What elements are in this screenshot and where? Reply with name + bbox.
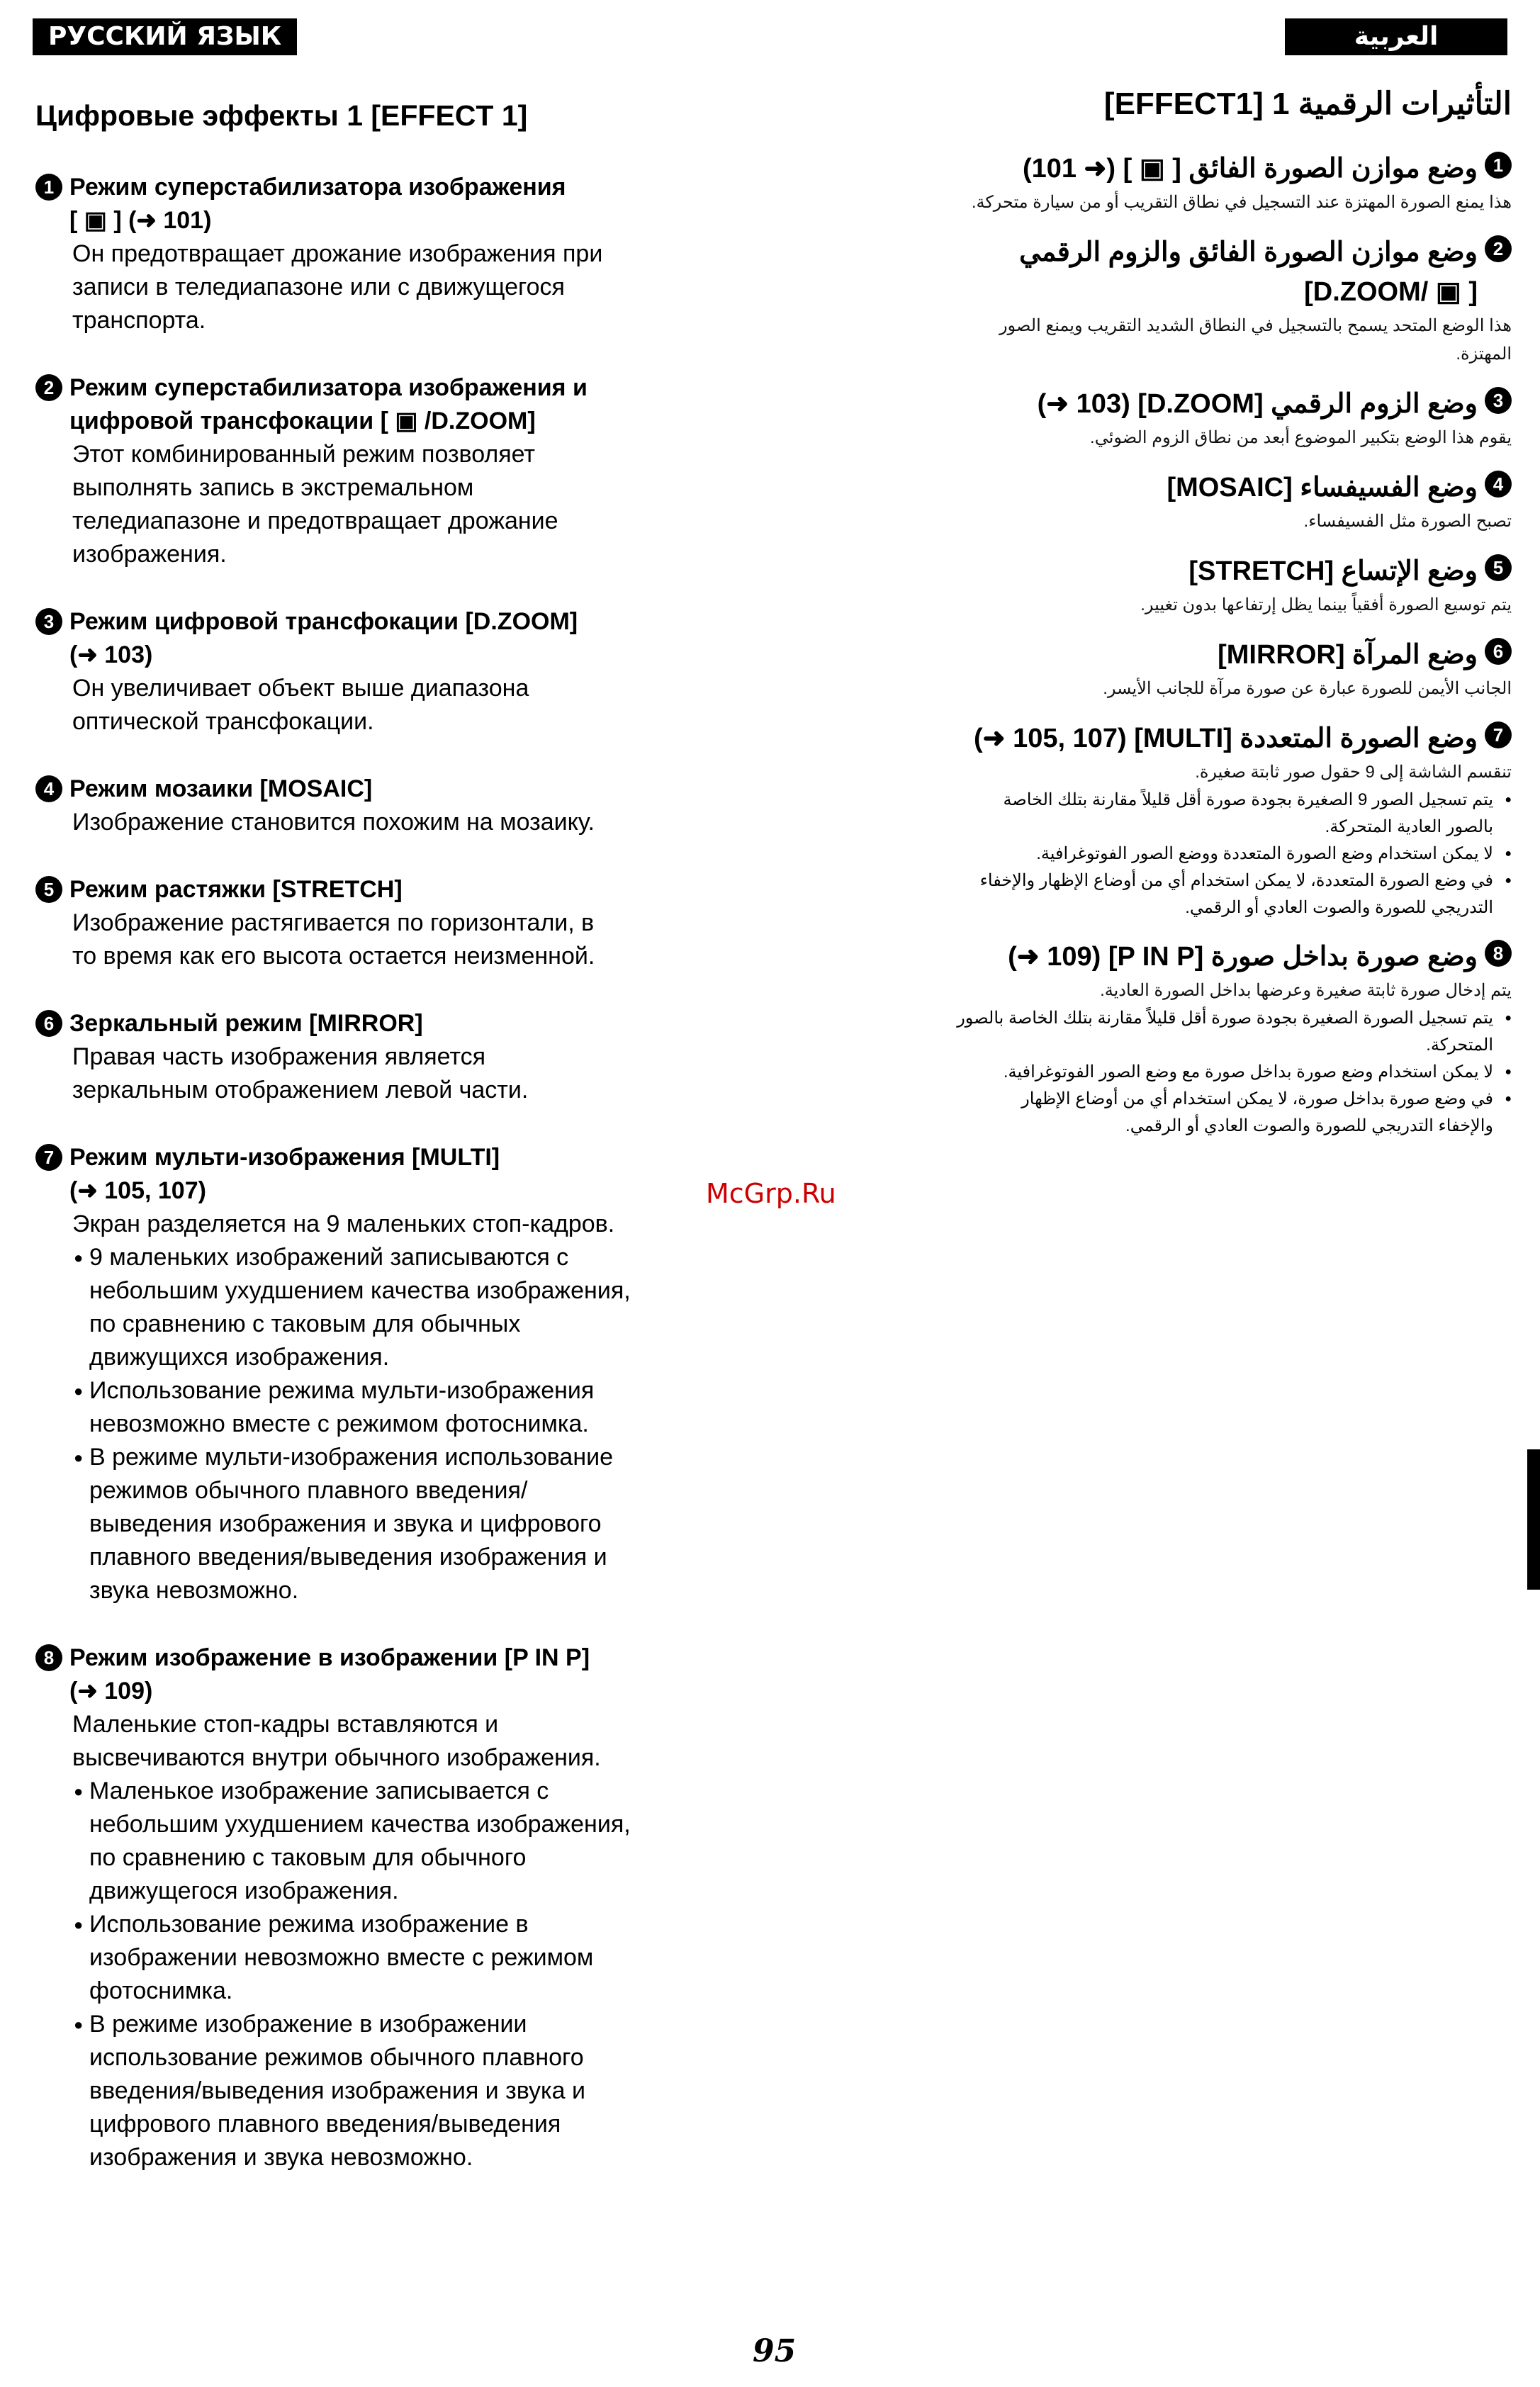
section-heading-text: Режим цифровой трансфокации [D.ZOOM] (➜ 103) <box>69 608 578 668</box>
right-section-2 <box>874 232 1512 369</box>
section-heading-text: وضع موازن الصورة الفائق [ ▣ ] (➜ 101) <box>1022 154 1478 184</box>
page-number: 95 <box>753 2333 797 2369</box>
section-heading <box>874 384 1512 424</box>
section-heading-text: Режим мульти-изображения [MULTI] (➜ 105, 107) <box>69 1144 500 1204</box>
left-section-8 <box>35 1641 730 2174</box>
section-number-badge: 7 <box>35 1144 62 1171</box>
section-body-text: يقوم هذا الوضع بتكبير الموضوع أبعد من نطاق الزوم الضوئي. <box>1090 428 1512 447</box>
section-body-text: Он увеличивает объект выше диапазона оптической трансфокации. <box>72 675 529 735</box>
bullet-item: ● Использование режима мульти-изображения невозможно вместе с режимом фотоснимка. <box>35 1374 730 1441</box>
section-heading <box>35 1641 730 1708</box>
section-number-badge: 4 <box>1485 471 1512 498</box>
section-number-badge: 3 <box>1485 387 1512 414</box>
section-body-text: Маленькие стоп-кадры вставляются и высвечиваются внутри обычного изображения. <box>72 1711 601 1771</box>
section-heading <box>874 635 1512 675</box>
right-section-4 <box>874 468 1512 536</box>
left-section-7 <box>35 1141 730 1607</box>
bullet-item: ● 9 маленьких изображений записываются с небольшим ухудшением качества изображения, по сравнению с таковым для обычных движущихся изображения. <box>35 1241 730 1374</box>
section-heading <box>35 773 730 806</box>
section-number-badge: 7 <box>1485 721 1512 748</box>
section-body-text: Экран разделяется на 9 маленьких стоп-кадров. <box>72 1211 615 1237</box>
section-heading-text: وضع الزوم الرقمي [D.ZOOM] (103 ➜) <box>1037 389 1478 419</box>
section-heading-text: وضع الفسيفساء [MOSAIC] <box>1167 473 1478 502</box>
left-section-5 <box>35 873 730 973</box>
section-heading <box>874 468 1512 507</box>
section-heading <box>874 937 1512 977</box>
section-body-text: الجانب الأيمن للصورة عبارة عن صورة مرآة للجانب الأيسر. <box>1103 679 1512 698</box>
arabic-sections <box>874 149 1512 1140</box>
page-title-russian: Цифровые эффекты 1 [EFFECT 1] <box>35 99 528 132</box>
language-tab-russian: РУССКИЙ ЯЗЫК <box>33 18 297 55</box>
section-body-text: Правая часть изображения является зеркальным отображением левой части. <box>72 1043 529 1103</box>
section-heading <box>874 551 1512 591</box>
section-heading <box>35 171 730 237</box>
section-body-text: هذا يمنع الصورة المهتزة عند التسجيل في نطاق التقريب أو من سيارة متحركة. <box>971 193 1512 212</box>
watermark: McGrp.Ru <box>706 1178 836 1209</box>
section-heading <box>874 149 1512 189</box>
bullet-item: ● لا يمكن استخدام وضع صورة بداخل صورة مع وضع الصور الفوتوغرافية. <box>874 1059 1512 1086</box>
section-number-badge: 6 <box>35 1010 62 1037</box>
russian-column <box>35 92 730 2208</box>
section-body-text: تنقسم الشاشة إلى 9 حقول صور ثابتة صغيرة. <box>1195 763 1512 782</box>
section-heading <box>35 873 730 906</box>
section-heading <box>35 605 730 672</box>
right-section-7 <box>874 719 1512 921</box>
section-heading-text: وضع موازن الصورة الفائق والزوم الرقمي [ ▣ /D.ZOOM] <box>1019 237 1478 307</box>
russian-sections <box>35 171 730 2174</box>
section-heading-text: Режим изображение в изображении [P IN P] (➜ 109) <box>69 1644 590 1704</box>
arabic-column <box>874 82 1512 1155</box>
section-number-badge: 2 <box>1485 235 1512 262</box>
bullet-item: ● В режиме мульти-изображения использование режимов обычного плавного введения/ выведения изображения и звука и цифрового плавного введения/выведения изображения и звука невозможно. <box>35 1441 730 1607</box>
section-body-text: Этот комбинированный режим позволяет выполнять запись в экстремальном теледиапазоне и предотвращает дрожание изображения. <box>72 441 558 568</box>
bullet-item: ● В режиме изображение в изображении использование режимов обычного плавного введения/выведения изображения и звука и цифрового плавного введения/выведения изображения и звука невозможно. <box>35 2008 730 2174</box>
section-body-text: هذا الوضع المتحد يسمح بالتسجيل في النطاق الشديد التقريب ويمنع الصور المهتزة. <box>999 316 1512 364</box>
bullet-item: ● لا يمكن استخدام وضع الصورة المتعددة ووضع الصور الفوتوغرافية. <box>874 841 1512 867</box>
section-heading-text: Зеркальный режим [MIRROR] <box>69 1010 423 1037</box>
section-heading-text: وضع الصورة المتعددة [MULTI] (105, 107 ➜) <box>974 724 1478 753</box>
section-heading-text: Режим растяжки [STRETCH] <box>69 876 403 903</box>
left-section-1 <box>35 171 730 337</box>
section-body-text: يتم إدخال صورة ثابتة صغيرة وعرضها بداخل الصورة العادية. <box>1100 981 1512 1000</box>
page-title-arabic: التأثيرات الرقمية 1 [EFFECT1] <box>1103 86 1512 121</box>
section-number-badge: 5 <box>1485 554 1512 581</box>
section-heading <box>35 1141 730 1208</box>
section-heading-text: Режим суперстабилизатора изображения и цифровой трансфокации [ ▣ /D.ZOOM] <box>69 374 588 434</box>
right-section-5 <box>874 551 1512 619</box>
section-body-text: يتم توسيع الصورة أفقياً بينما يظل إرتفاعها بدون تغيير. <box>1140 595 1512 614</box>
section-body-text: Изображение растягивается по горизонтали, в то время как его высота остается неизменной. <box>72 909 595 970</box>
right-section-3 <box>874 384 1512 452</box>
section-heading <box>874 232 1512 312</box>
section-number-badge: 5 <box>35 876 62 903</box>
section-heading-text: Режим мозаики [MOSAIC] <box>69 775 373 802</box>
language-tab-arabic: العربية <box>1285 18 1507 55</box>
section-number-badge: 8 <box>35 1644 62 1671</box>
left-section-4 <box>35 773 730 839</box>
section-heading <box>874 719 1512 758</box>
section-heading <box>35 1007 730 1040</box>
section-number-badge: 4 <box>35 775 62 802</box>
bullet-item: ● في وضع صورة بداخل صورة، لا يمكن استخدام أي من أوضاع الإظهار والإخفاء التدريجي للصورة والصوت العادي أو الرقمي. <box>874 1086 1512 1140</box>
bullet-item: ● يتم تسجيل الصور 9 الصغيرة بجودة صورة أقل قليلاً مقارنة بتلك الخاصة بالصور العادية المتحركة. <box>874 787 1512 841</box>
bullet-item: ● يتم تسجيل الصورة الصغيرة بجودة صورة أقل قليلاً مقارنة بتلك الخاصة بالصور المتحركة. <box>874 1005 1512 1059</box>
right-section-8 <box>874 937 1512 1140</box>
section-heading-text: Режим суперстабилизатора изображения [ ▣ ] (➜ 101) <box>69 174 566 234</box>
bullet-item: ● Использование режима изображение в изображении невозможно вместе с режимом фотоснимка. <box>35 1908 730 2008</box>
bullet-item: ● Маленькое изображение записывается с небольшим ухудшением качества изображения, по сравнению с таковым для обычного движущегося изображения. <box>35 1775 730 1908</box>
section-heading-text: وضع صورة بداخل صورة [P IN P] (109 ➜) <box>1008 942 1478 972</box>
section-heading <box>35 371 730 438</box>
section-number-badge: 2 <box>35 374 62 401</box>
side-thumb-tab <box>1527 1449 1540 1590</box>
section-number-badge: 8 <box>1485 940 1512 967</box>
section-number-badge: 6 <box>1485 638 1512 665</box>
section-heading-text: وضع الإتساع [STRETCH] <box>1188 556 1478 586</box>
left-section-6 <box>35 1007 730 1107</box>
section-number-badge: 3 <box>35 608 62 635</box>
section-number-badge: 1 <box>1485 152 1512 179</box>
left-section-3 <box>35 605 730 738</box>
section-body-text: Изображение становится похожим на мозаику. <box>72 809 595 836</box>
right-section-6 <box>874 635 1512 703</box>
section-body-text: تصبح الصورة مثل الفسيفساء. <box>1303 512 1512 531</box>
left-section-2 <box>35 371 730 571</box>
bullet-item: ● في وضع الصورة المتعددة، لا يمكن استخدام أي من أوضاع الإظهار والإخفاء التدريجي للصورة والصوت العادي أو الرقمي. <box>874 867 1512 921</box>
right-section-1 <box>874 149 1512 217</box>
section-body-text: Он предотвращает дрожание изображения при записи в теледиапазоне или с движущегося транспорта. <box>72 240 603 334</box>
section-heading-text: وضع المرآة [MIRROR] <box>1218 640 1478 670</box>
section-number-badge: 1 <box>35 174 62 201</box>
